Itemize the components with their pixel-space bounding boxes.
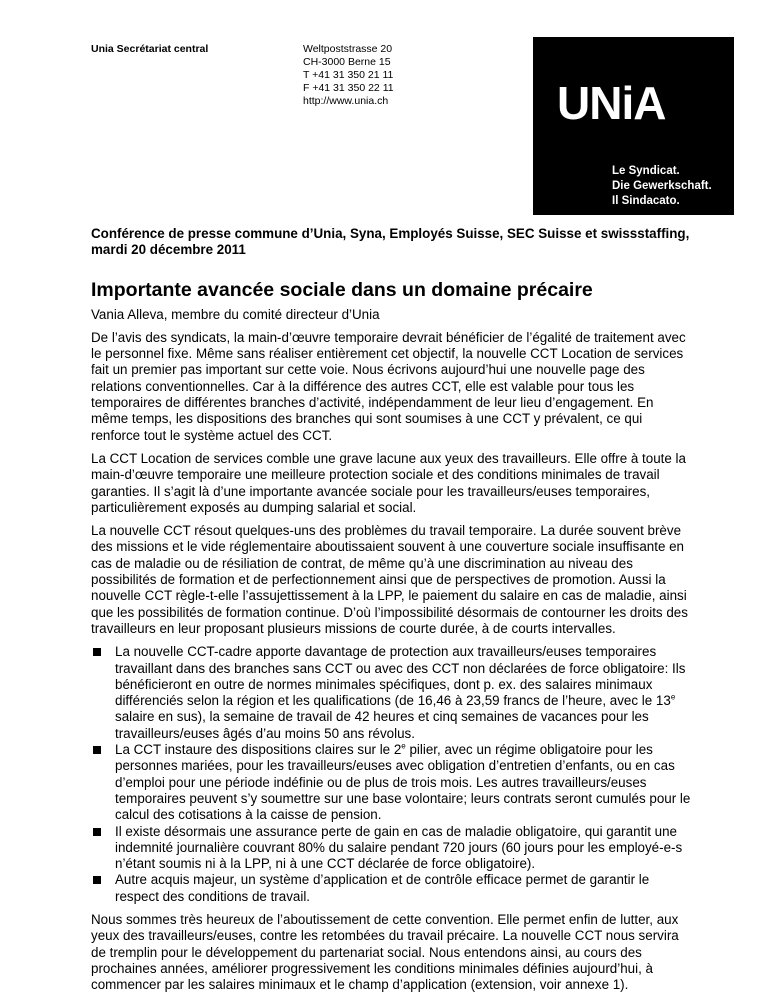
logo-claims [612, 164, 712, 209]
bullet-item-1 [91, 644, 691, 742]
logo-claim-fr: Le Syndicat. [612, 165, 680, 177]
address-fax: F +41 31 350 22 11 [303, 82, 394, 94]
square-bullet-icon [93, 876, 101, 884]
address-city: CH-3000 Berne 15 [303, 56, 391, 68]
bullet-1-text-a: La nouvelle CCT-cadre apporte davantage de protection aux travailleurs/euses temporaires travaillant dans des branches sans CCT ou avec des CCT non déclarées de force obligatoire: Ils bénéficieront en outre de normes minimales spécifiques, dont p. ex. des salaires minimaux différenciés selon la région et les qualifications (de 16,46 à 23,59 francs de l’heure, avec le 13 [115, 644, 686, 709]
address-website: http://www.unia.ch [303, 95, 389, 107]
logo-claim-it: Il Sindacato. [612, 195, 680, 207]
paragraph-2: La CCT Location de services comble une grave lacune aux yeux des travailleurs. Elle offre à toute la main-d’œuvre temporaire une meilleure protection sociale et des conditions minimales de travail garanties. Il s’agit là d’une importante avancée sociale pour les travailleurs/euses temporaires, particulièrement exposés au dumping salarial et social. [91, 450, 686, 515]
address-block [303, 43, 394, 108]
address-street: Weltpoststrasse 20 [303, 43, 393, 55]
square-bullet-icon [93, 746, 101, 754]
byline: Vania Alleva, membre du comité directeur d’Unia [91, 306, 380, 322]
paragraph-1: De l’avis des syndicats, la main-d’œuvre temporaire devrait bénéficier de l’égalité de traitement avec le personnel fixe. Même sans réaliser entièrement cet objectif, la nouvelle CCT Location de services fait un premier pas important sur cette voie. Nous écrivons aujourd’hui une nouvelle page des relations conventionnelles. Car à la différence des autres CCT, elle est valable pour tous les temporaires de différentes branches d’activité, indépendamment de leur lieu d’engagement. En même temps, les dispositions des branches qui sont soumises à une CCT y prévalent, ce qui renforce tout le système actuel des CCT. [91, 329, 686, 443]
document-title: Importante avancée sociale dans un domaine précaire [91, 278, 593, 301]
bullet-1-sup: e [670, 692, 676, 702]
square-bullet-icon [93, 648, 101, 656]
unia-logo-text: UNiA [557, 77, 666, 129]
bullet-item-4 [91, 872, 691, 905]
bullet-2-text-b: pilier, avec un régime obligatoire pour les personnes mariées, pour les travailleurs/euses avec obligation d’entretien d’enfants, ou en cas d’emploi pour une période indéfinie ou de plus de trois mois. Les autres travailleurs/euses temporaires peuvent s’y soumettre sur une base volontaire; leurs contrats seront cumulés pour le calcul des cotisations à la caisse de pension. [115, 742, 691, 823]
paragraph-3: La nouvelle CCT résout quelques-uns des problèmes du travail temporaire. La durée souvent brève des missions et le vide réglementaire aboutissaient souvent à une couverture sociale insuffisante en cas de maladie ou de résiliation de contrat, de même qu’à une discrimination au niveau des possibilités de formation et de perfectionnement ainsi que de perspectives de promotion. Aussi la nouvelle CCT règle-t-elle l’assujettissement à la LPP, le paiement du salaire en cas de maladie, ainsi que les possibilités de formation continue. D’où l’impossibilité désormais de contourner les droits des travailleurs en leur proposant plusieurs missions de courte durée, à de courts intervalles. [91, 523, 688, 636]
square-bullet-icon [93, 828, 101, 836]
bullet-item-3 [91, 824, 691, 873]
bullet-list [91, 644, 691, 905]
document-body [91, 226, 691, 1000]
bullet-3-text: Il existe désormais une assurance perte de gain en cas de maladie obligatoire, qui garantit une indemnité journalière couvrant 80% du salaire pendant 720 jours (60 jours pour les employé-e-s n’étant soumis ni à la LPP, ni à une CCT déclarée de force obligatoire). [115, 823, 683, 872]
sender-name: Unia Secrétariat central [91, 43, 209, 55]
bullet-4-text: Autre acquis majeur, un système d’application et de contrôle efficace permet de garantir le respect des conditions de travail. [115, 872, 650, 904]
bullet-1-text-b: salaire en sus), la semaine de travail de 42 heures et cinq semaines de vacances pour les travailleurs/euses âgés d’au moins 50 ans révolus. [115, 709, 649, 741]
conference-line: Conférence de presse commune d’Unia, Syna, Employés Suisse, SEC Suisse et swissstaffing, mardi 20 décembre 2011 [91, 226, 690, 258]
bullet-2-text-a: La CCT instaure des dispositions claires sur le 2 [115, 742, 402, 758]
logo-claim-de: Die Gewerkschaft. [612, 180, 712, 192]
address-phone: T +41 31 350 21 11 [303, 69, 394, 81]
bullet-2-sup: e [401, 741, 406, 751]
bullet-item-2 [91, 742, 691, 823]
closing-paragraph: Nous sommes très heureux de l’aboutissement de cette convention. Elle permet enfin de lutter, aux yeux des travailleurs/euses, contre les retombées du travail précaire. La nouvelle CCT nous servira de tremplin pour le développement du partenariat social. Nous entendons ainsi, au cours des prochaines années, améliorer progressivement les conditions minimales définies aujourd’hui, à commencer par les salaires minimaux et le champ d’application (extension, voir annexe 1). [91, 911, 679, 993]
